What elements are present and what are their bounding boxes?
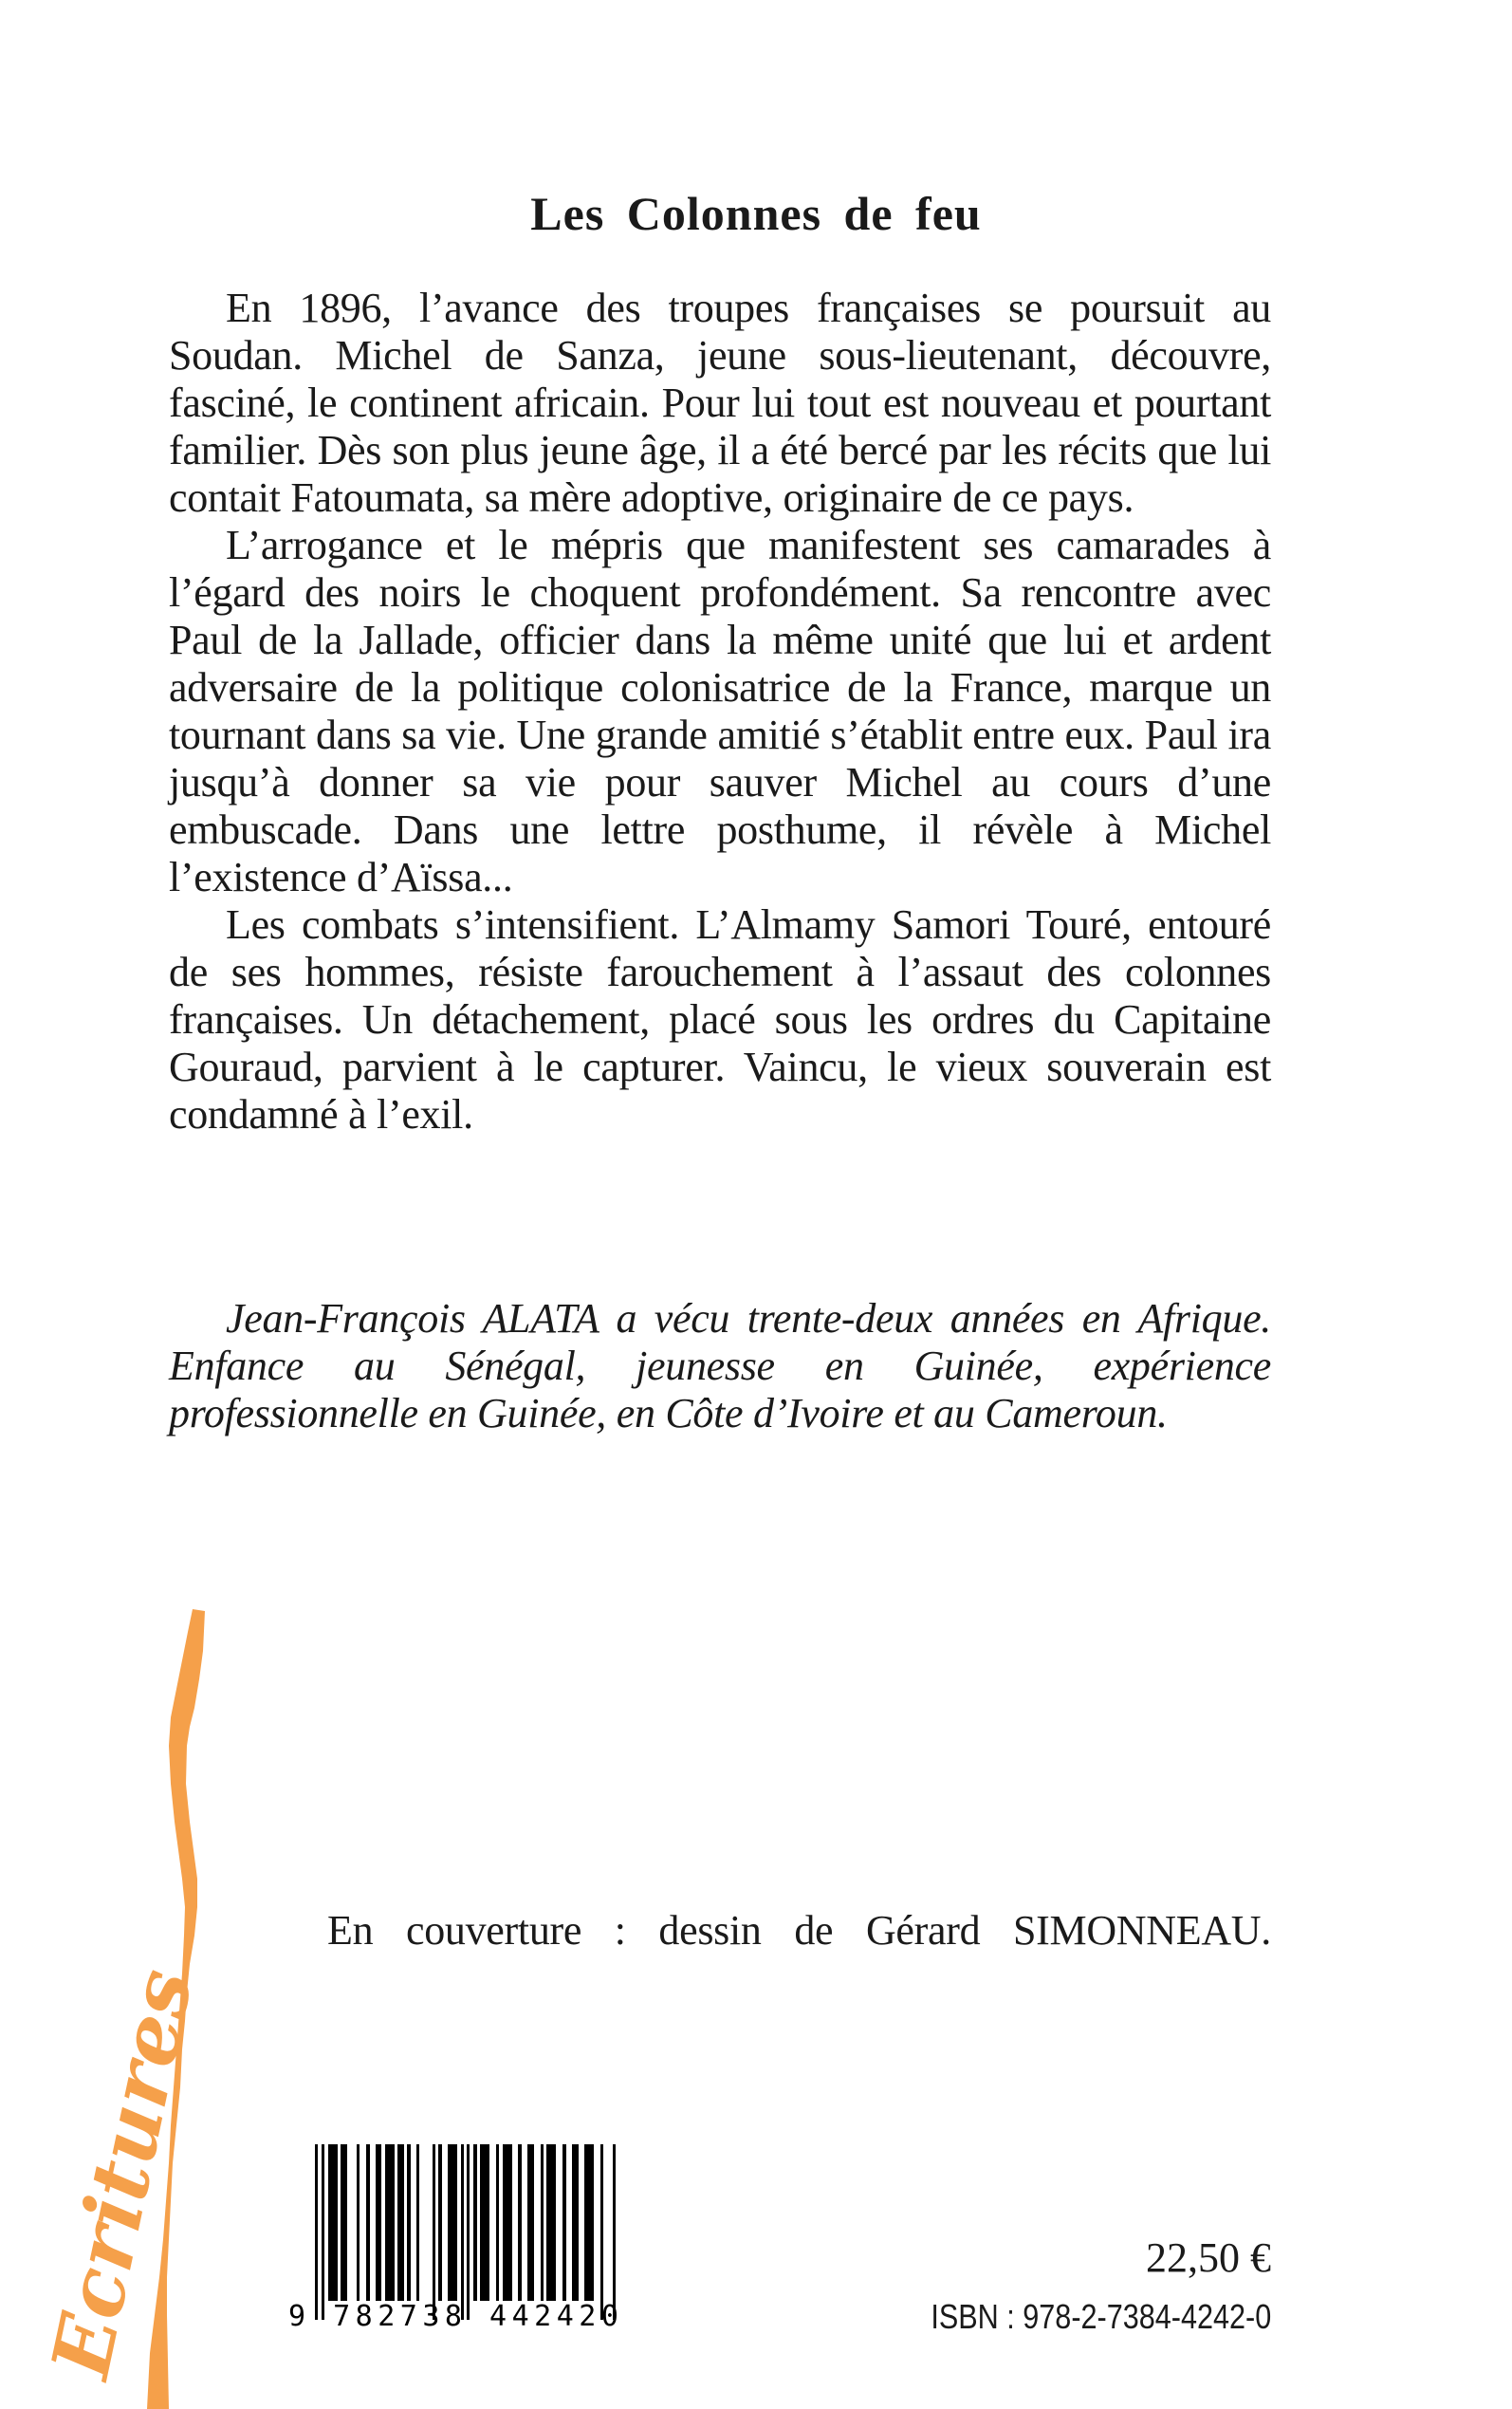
- price: 22,50 €: [1146, 2234, 1271, 2281]
- book-title: Les Colonnes de feu: [530, 187, 982, 240]
- author-bio: Jean-François ALATA a vécu trente-deux années en Afrique. Enfance au Sénégal, jeunesse en Guinée, expérience professionnelle en Guinée, en Côte d’Ivoire et au Cameroun.: [169, 1295, 1271, 1436]
- synopsis-paragraph: En 1896, l’avance des troupes françaises se poursuit au Soudan. Michel de Sanza, jeune sous-lieutenant, découvre, fasciné, le continent africain. Pour lui tout est nouveau et pourtant familier. Dès son plus jeune âge, il a été bercé par les récits que lui contait Fatoumata, sa mère adoptive, originaire de ce pays.: [169, 285, 1271, 521]
- synopsis-paragraph: Les combats s’intensifient. L’Almamy Samori Touré, entouré de ses hommes, résiste farouchement à l’assaut des colonnes françaises. Un détachement, placé sous les ordres du Capitaine Gouraud, parvient à le capturer. Vaincu, le vieux souverain est condamné à l’exil.: [169, 901, 1271, 1138]
- cover-credit: En couverture : dessin de Gérard SIMONNEAU.: [327, 1907, 1271, 1954]
- synopsis-paragraph: L’arrogance et le mépris que manifestent ses camarades à l’égard des noirs le choquent profondément. Sa rencontre avec Paul de la Jallade, officier dans la même unité que lui et ardent adversaire de la politique colonisatrice de la France, marque un tournant dans sa vie. Une grande amitié s’établit entre eux. Paul ira jusqu’à donner sa vie pour sauver Michel au cours d’une embuscade. Dans une lettre posthume, il révèle à Michel l’existence d’Aïssa...: [169, 522, 1271, 900]
- publisher-logo-icon: [0, 1594, 247, 2409]
- synopsis: [169, 285, 1271, 1139]
- barcode-digits: 9 782738 442420: [288, 2300, 624, 2333]
- publisher-logo-text: Ecritures: [32, 1960, 212, 2386]
- isbn: ISBN : 978-2-7384-4242-0: [931, 2297, 1271, 2336]
